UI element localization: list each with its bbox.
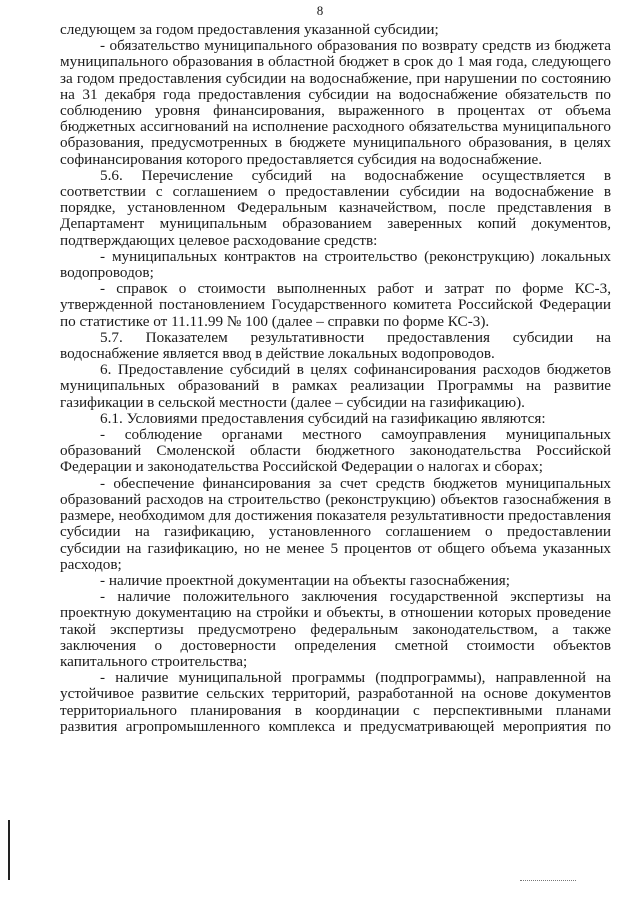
paragraph-6: 6. Предоставление субсидий в целях софинансирования расходов бюджетов муниципальных образований в рамках реализации Программы на развитие газификации в сельской местности (далее – субсидии на газификацию). bbox=[60, 361, 611, 411]
paragraph-continuation: следующем за годом предоставления указанной субсидии; bbox=[60, 21, 439, 38]
page-number: 8 bbox=[316, 3, 324, 18]
paragraph-legislation: - соблюдение органами местного самоуправления муниципальных образований Смоленской области бюджетного законодательства Российской Федерации и законодательства Российской Федерации о налогах и сборах; bbox=[60, 426, 611, 476]
paragraph-design-docs: - наличие проектной документации на объекты газоснабжения; bbox=[100, 571, 510, 589]
paragraph-financing: - обеспечение финансирования за счет средств бюджетов муниципальных образований расходов на строительство (реконструкцию) объектов газоснабжения в размере, необходимом для достижения показателя результативности предоставления субсидии на газификацию, установленного соглашением о предоставлении субсидии на газификацию, но не менее 5 процентов от общего объема указанных расходов; bbox=[60, 474, 611, 573]
paragraph-5-6: 5.6. Перечисление субсидий на водоснабжение осуществляется в соответствии с соглашением о предоставлении субсидии на водоснабжение в порядке, установленном Федеральным казначейством, после представления в Департамент муниципальным образованием заверенных копий документов, подтверждающих целевое расходование средств: bbox=[60, 166, 611, 249]
paragraph-ks3: - справок о стоимости выполненных работ и затрат по форме КС-3, утвержденной постановлением Государственного комитета Российской Федерации по статистике от 11.11.99 № 100 (далее – справки по форме КС-3). bbox=[60, 280, 611, 330]
scan-footer-mark bbox=[520, 880, 576, 882]
scan-margin-line bbox=[8, 820, 10, 880]
paragraph-5-7: 5.7. Показателем результативности предоставления субсидии на водоснабжение является ввод в действие локальных водопроводов. bbox=[60, 328, 611, 363]
paragraph-expertise: - наличие положительного заключения государственной экспертизы на проектную документацию на стройки и объекты, в отношении которых проведение такой экспертизы предусмотрено федеральным законодательством, а также заключения о достоверности определения сметной стоимости объектов капитального строительства; bbox=[60, 588, 611, 670]
paragraph-refund-obligation: - обязательство муниципального образования по возврату средств из бюджета муниципального образования в областной бюджет в срок до 1 мая года, следующего за годом предоставления субсидии на водоснабжение, при нарушении по состоянию на 31 декабря года предоставления субсидии на водоснабжение обязательств по соблюдению уровня финансирования, выраженного в процентах от объема бюджетных ассигнований на исполнение расходного обязательства муниципального образования, предусмотренных в бюджете муниципального образования, в целях софинансирования которого предоставляется субсидия на водоснабжение. bbox=[60, 37, 611, 168]
paragraph-6-1: 6.1. Условиями предоставления субсидий на газификацию являются: bbox=[100, 409, 546, 427]
document-body bbox=[60, 22, 611, 735]
paragraph-contracts: - муниципальных контрактов на строительство (реконструкцию) локальных водопроводов; bbox=[60, 247, 611, 282]
paragraph-municipal-program: - наличие муниципальной программы (подпрограммы), направленной на устойчивое развитие сельских территорий, разработанной на основе документов территориального планирования в координации с перспективными планами развития агропромышленного комплекса и предусматривающей мероприятия по bbox=[60, 669, 611, 735]
